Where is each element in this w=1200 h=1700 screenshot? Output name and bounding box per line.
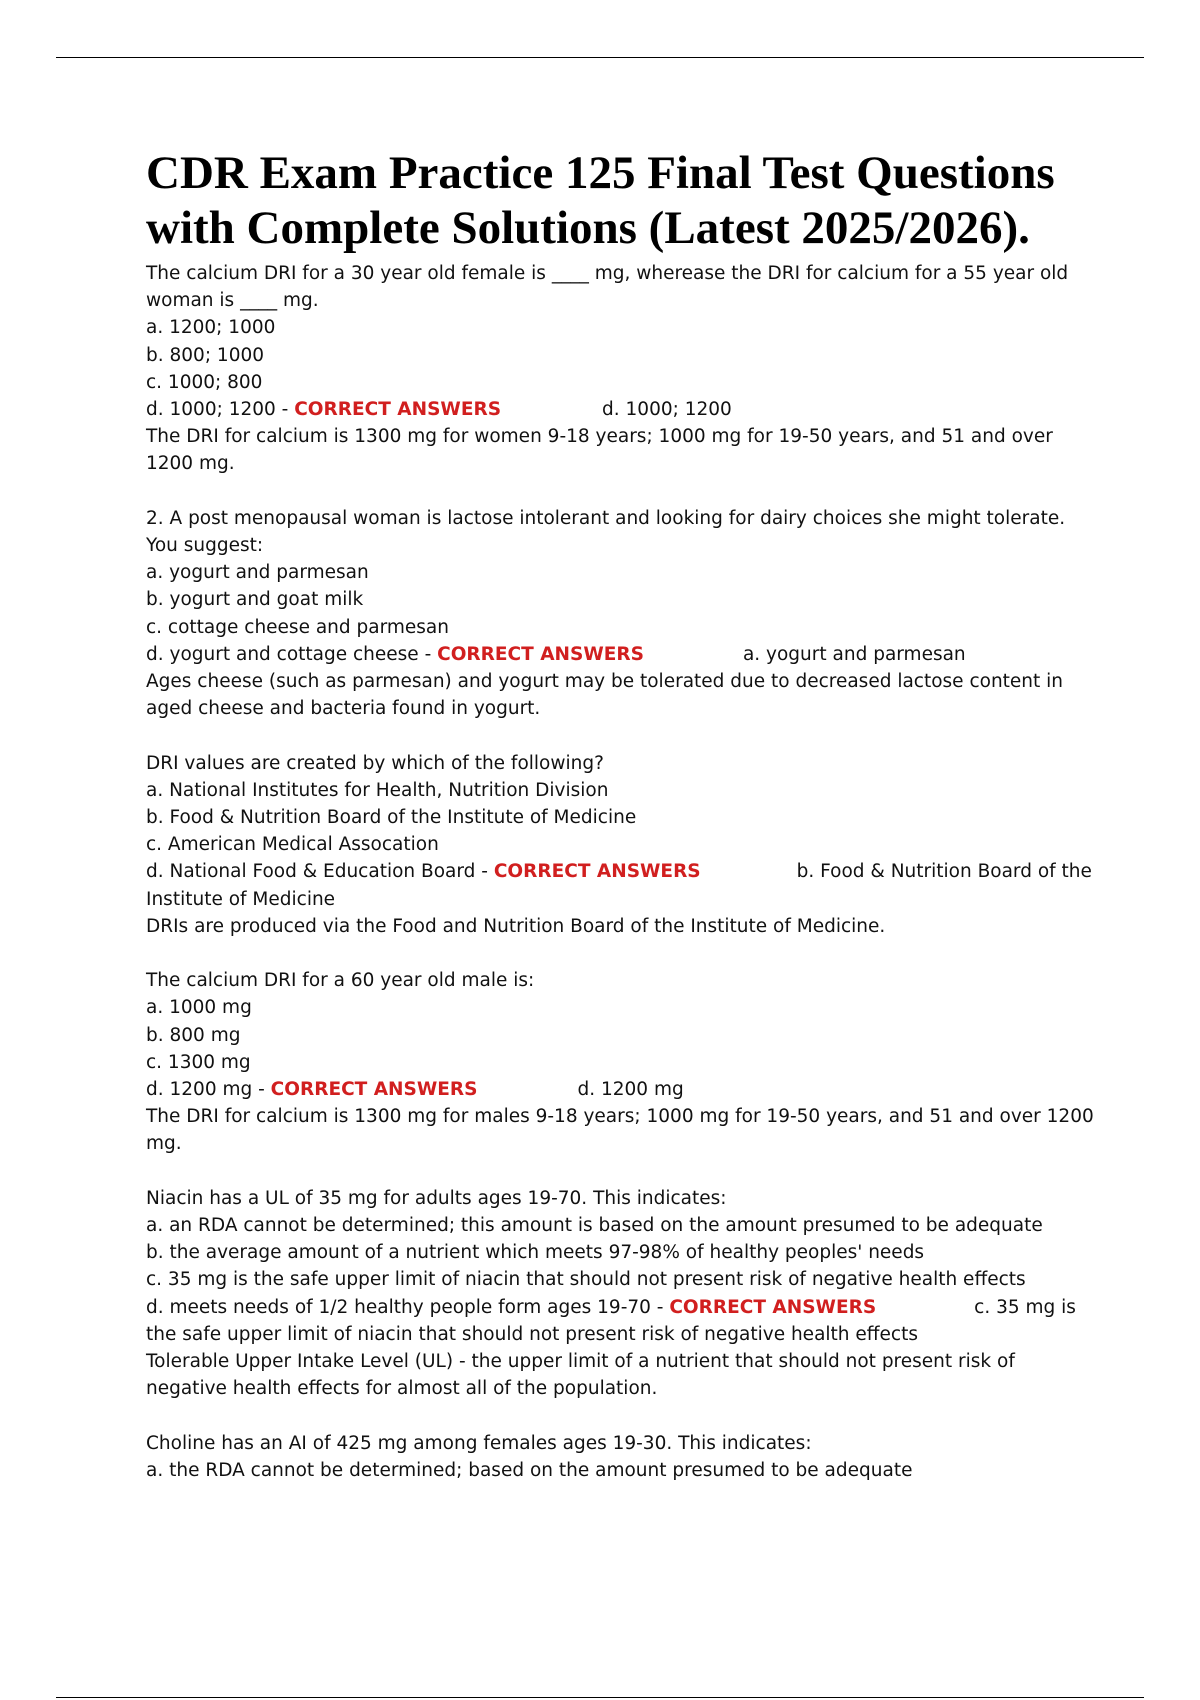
bottom-rule: [56, 1697, 1144, 1698]
document-title: CDR Exam Practice 125 Final Test Questions with Complete Solutions (Latest 2025/2026).: [146, 147, 1055, 254]
explanation: The DRI for calcium is 1300 mg for women 9-18 years; 1000 mg for 19-50 years, and 51 and over 1200 mg.: [146, 426, 1059, 475]
option-with-answer: [146, 858, 1096, 912]
option: a. 1000 mg: [146, 997, 252, 1019]
correct-answers-label: CORRECT ANSWERS: [669, 1296, 877, 1318]
question-block: [146, 505, 1096, 723]
option: b. 800 mg: [146, 1024, 241, 1046]
spacer: [146, 940, 1096, 967]
question-stem: DRI values are created by which of the following?: [146, 752, 604, 774]
question-stem: Niacin has a UL of 35 mg for adults ages 19-70. This indicates:: [146, 1187, 727, 1209]
question-block: [146, 1430, 1096, 1484]
option: b. 800; 1000: [146, 344, 265, 366]
explanation: Ages cheese (such as parmesan) and yogurt may be tolerated due to decreased lactose content in aged cheese and bacteria found in yogurt.: [146, 671, 1069, 720]
spacer: [146, 722, 1096, 749]
explanation: The DRI for calcium is 1300 mg for males 9-18 years; 1000 mg for 19-50 years, and 51 and over 1200 mg.: [146, 1106, 1100, 1155]
question-block: [146, 260, 1096, 478]
option: d. 1200 mg -: [146, 1079, 271, 1101]
correct-answers-label: CORRECT ANSWERS: [294, 399, 502, 421]
option: d. National Food & Education Board -: [146, 861, 494, 883]
document-body: [146, 146, 1100, 1484]
question-stem: The calcium DRI for a 60 year old male is:: [146, 970, 535, 992]
spacer: [146, 1158, 1096, 1185]
answer-text: d. 1200 mg: [577, 1079, 684, 1101]
option: c. cottage cheese and parmesan: [146, 616, 449, 638]
spacer: [146, 1402, 1096, 1429]
option: c. 35 mg is the safe upper limit of niacin that should not present risk of negative health effects: [146, 1269, 1026, 1291]
option: a. an RDA cannot be determined; this amount is based on the amount presumed to be adequate: [146, 1215, 1043, 1237]
option: a. National Institutes for Health, Nutrition Division: [146, 779, 609, 801]
explanation: Tolerable Upper Intake Level (UL) - the upper limit of a nutrient that should not present risk of negative health effects for almost all of the population.: [146, 1351, 1021, 1400]
option: d. 1000; 1200 -: [146, 399, 295, 421]
correct-answers-label: CORRECT ANSWERS: [437, 643, 644, 665]
correct-answers-label: CORRECT ANSWERS: [270, 1079, 478, 1101]
option-with-answer: [146, 1076, 1096, 1103]
question-block: [146, 967, 1100, 1157]
option: a. 1200; 1000: [146, 317, 276, 339]
top-rule: [56, 57, 1144, 58]
option: b. Food & Nutrition Board of the Institute of Medicine: [146, 807, 637, 829]
correct-answers-label: CORRECT ANSWERS: [493, 861, 701, 883]
option: c. American Medical Assocation: [146, 834, 439, 856]
question-stem: The calcium DRI for a 30 year old female is ____ mg, wherease the DRI for calcium for a 55 year old woman is ____ mg.: [146, 263, 1075, 312]
option-with-answer: [146, 641, 1096, 668]
option-with-answer: [146, 1294, 1096, 1348]
option: b. yogurt and goat milk: [146, 589, 364, 611]
option: d. meets needs of 1/2 healthy people form ages 19-70 -: [146, 1296, 670, 1318]
option: b. the average amount of a nutrient which meets 97-98% of healthy peoples' needs: [146, 1242, 925, 1264]
question-stem: Choline has an AI of 425 mg among females ages 19-30. This indicates:: [146, 1432, 812, 1454]
answer-text: c. 35 mg is the safe upper limit of niacin that should not present risk of negative health effects: [146, 1296, 1082, 1345]
question-block: [146, 750, 1096, 940]
answer-text: a. yogurt and parmesan: [742, 643, 966, 665]
answer-text: b. Food & Nutrition Board of the Institute of Medicine: [146, 861, 1098, 910]
answer-text: d. 1000; 1200: [602, 399, 732, 421]
option: c. 1000; 800: [146, 371, 263, 393]
question-stem: 2. A post menopausal woman is lactose intolerant and looking for dairy choices she might tolerate. You suggest:: [146, 507, 1072, 557]
spacer: [146, 478, 1096, 505]
option: d. yogurt and cottage cheese -: [146, 643, 438, 665]
explanation: DRIs are produced via the Food and Nutrition Board of the Institute of Medicine.: [146, 915, 886, 937]
option: a. the RDA cannot be determined; based on the amount presumed to be adequate: [146, 1459, 913, 1481]
option: c. 1300 mg: [146, 1051, 251, 1073]
option: a. yogurt and parmesan: [146, 562, 369, 584]
option-with-answer: [146, 396, 1096, 423]
question-block: [146, 1185, 1096, 1403]
